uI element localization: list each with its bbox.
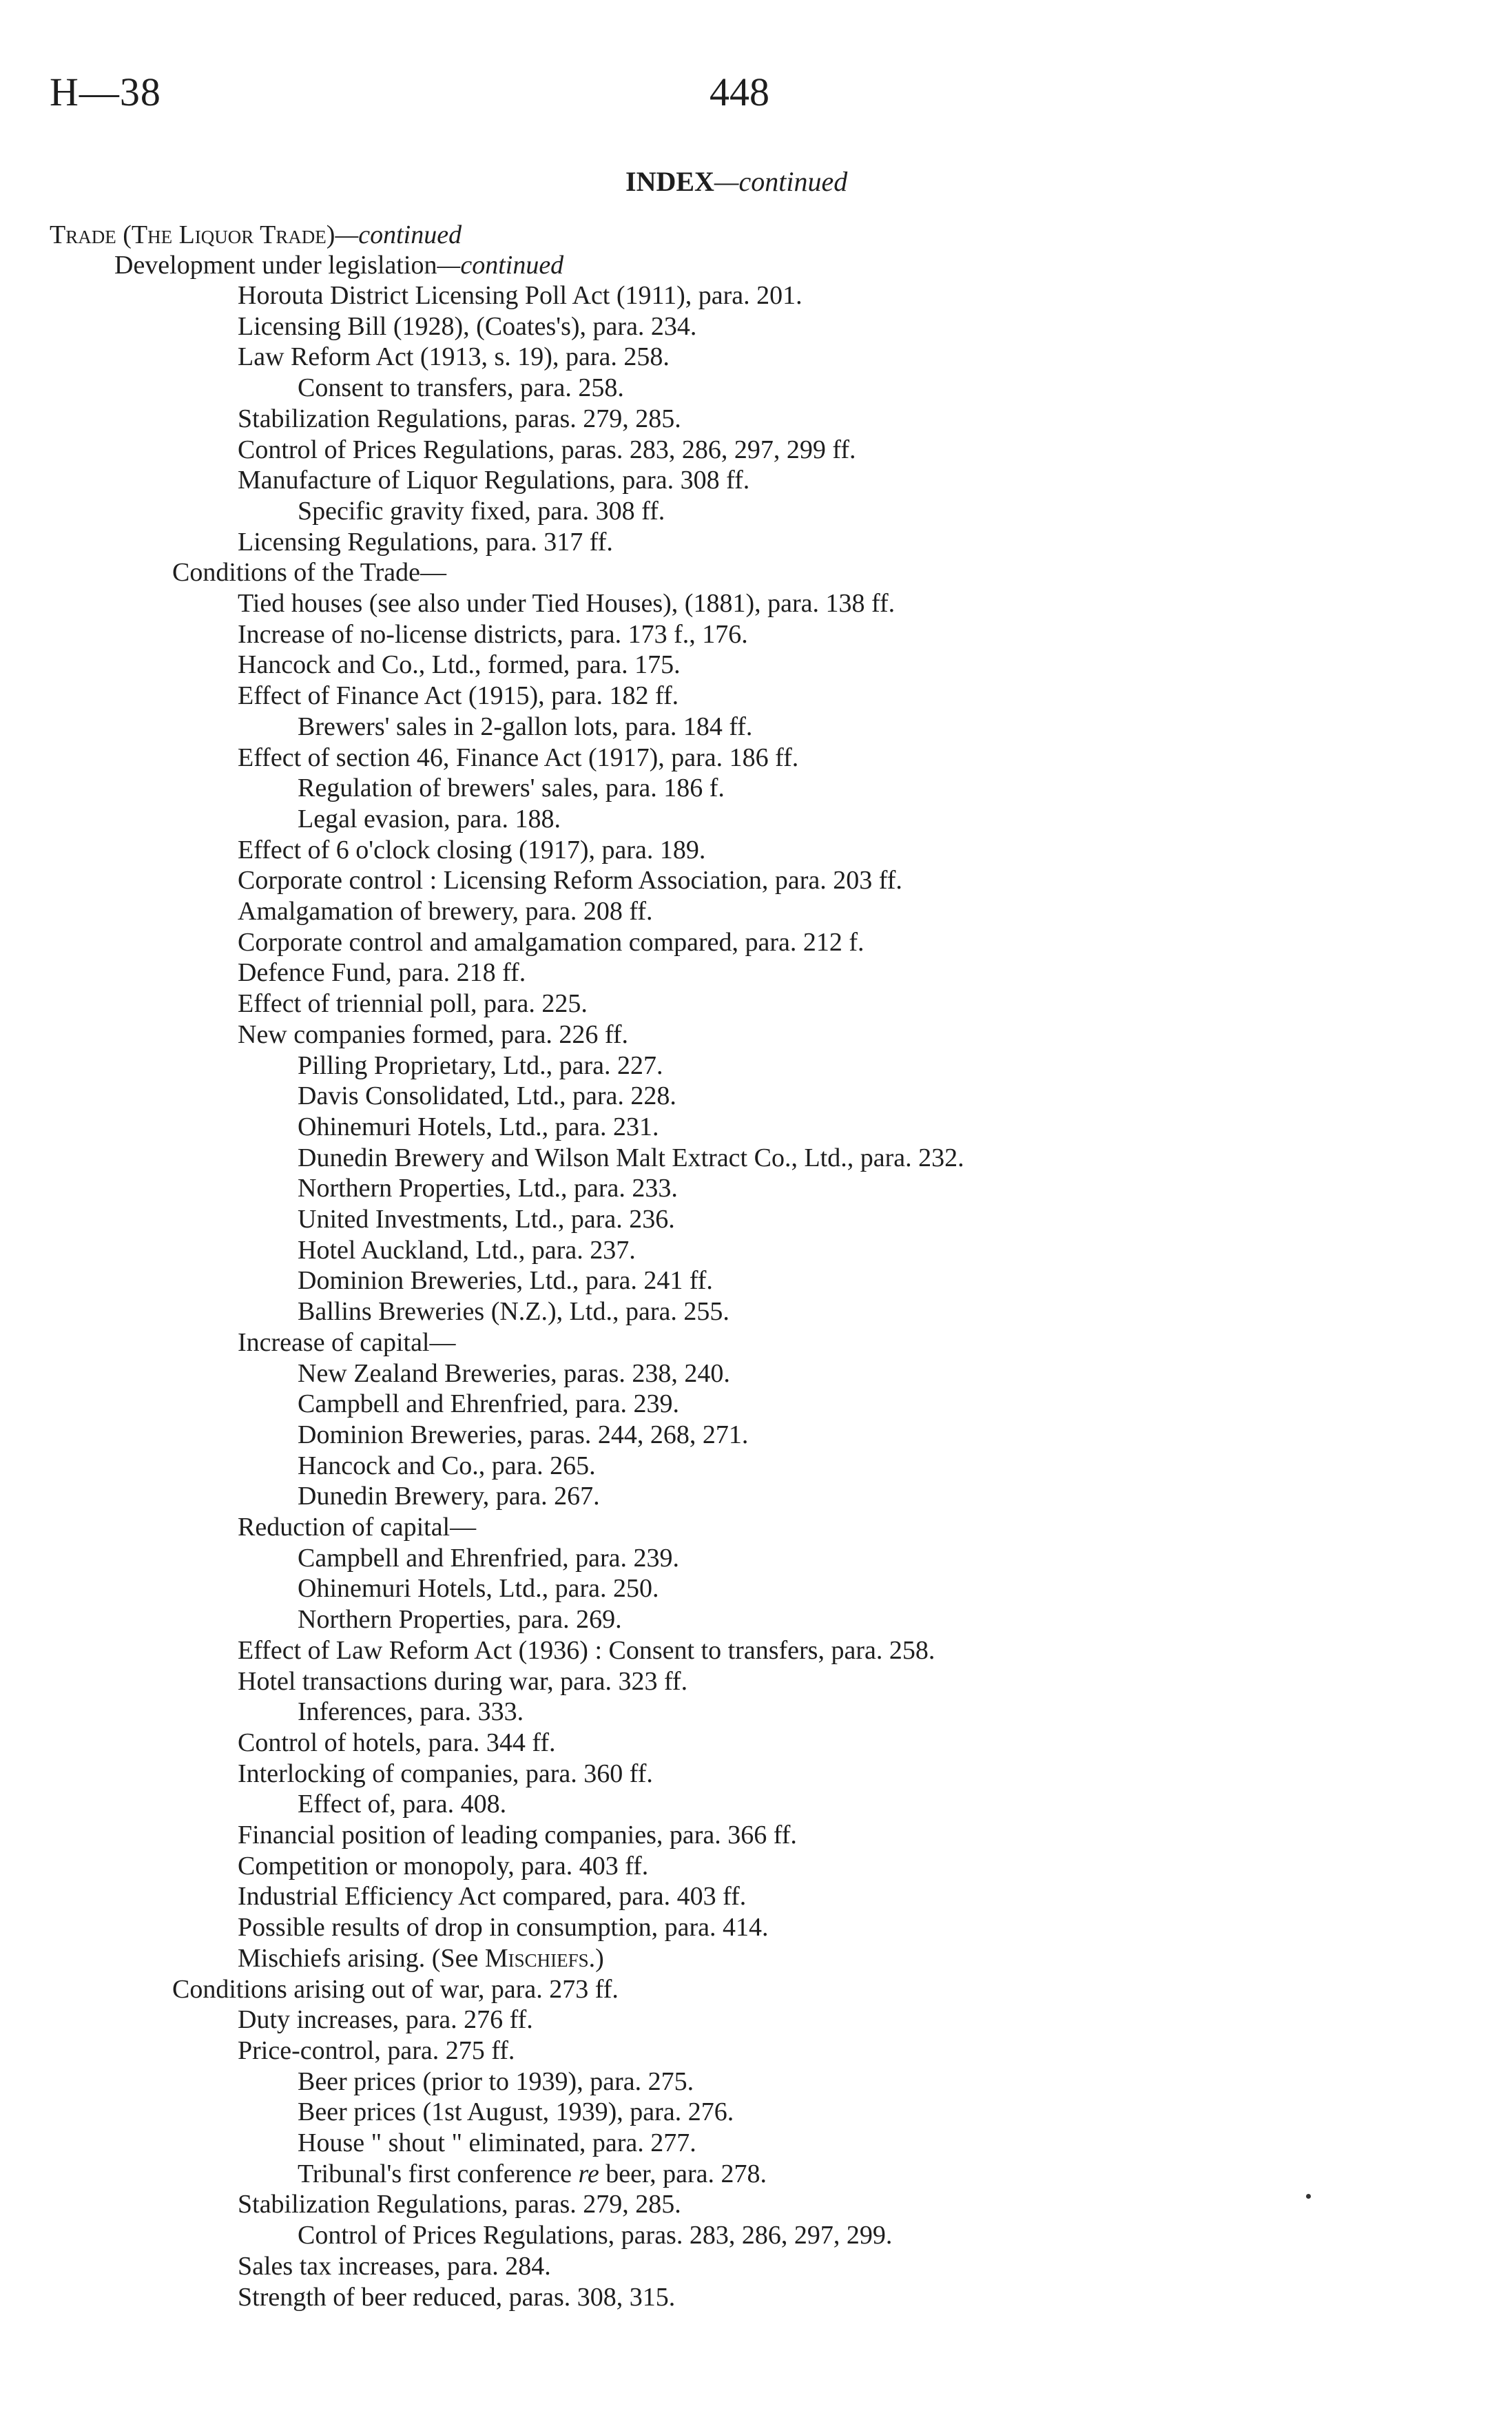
- index-entry: Beer prices (prior to 1939), para. 275.: [298, 2066, 694, 2096]
- index-entry: Control of Prices Regulations, paras. 283, 286, 297, 299.: [298, 2221, 893, 2250]
- index-entry: Campbell and Ehrenfried, para. 239.: [298, 1543, 679, 1573]
- index-entry: Northern Properties, para. 269.: [298, 1605, 622, 1635]
- index-entry: United Investments, Ltd., para. 236.: [298, 1205, 675, 1234]
- index-entry: Financial position of leading companies, para. 366 ff.: [238, 1821, 797, 1849]
- index-entry: Dunedin Brewery and Wilson Malt Extract Co., Ltd., para. 232.: [298, 1143, 964, 1172]
- index-entry: Pilling Proprietary, Ltd., para. 227.: [298, 1050, 663, 1080]
- index-entry: Strength of beer reduced, paras. 308, 315.: [238, 2282, 676, 2312]
- index-entry: Hotel transactions during war, para. 323 ff.: [238, 1666, 688, 1696]
- index-entry: Effect of Finance Act (1915), para. 182 ff.: [238, 681, 679, 711]
- index-entry: Competition or monopoly, para. 403 ff.: [238, 1851, 649, 1880]
- subsection-heading-text: Development under legislation: [114, 251, 437, 280]
- section-heading-text: Trade (The Liquor Trade): [50, 220, 335, 249]
- index-entry: Stabilization Regulations, paras. 279, 285.: [238, 2190, 681, 2219]
- page-code: H—38: [50, 70, 161, 114]
- index-entry: Dominion Breweries, Ltd., para. 241 ff.: [298, 1266, 713, 1296]
- index-entry: Hancock and Co., Ltd., formed, para. 175.: [238, 650, 681, 680]
- index-entry: Brewers' sales in 2-gallon lots, para. 184 ff.: [298, 712, 753, 741]
- index-entry: Price-control, para. 275 ff.: [238, 2035, 515, 2065]
- subsection-heading-continued: —continued: [437, 251, 564, 280]
- index-entry: Ohinemuri Hotels, Ltd., para. 250.: [298, 1574, 659, 1604]
- index-entry: Corporate control : Licensing Reform Association, para. 203 ff.: [238, 866, 902, 895]
- index-entry: Amalgamation of brewery, para. 208 ff.: [238, 897, 653, 926]
- index-entry: Corporate control and amalgamation compared, para. 212 f.: [238, 927, 864, 957]
- index-entry: Campbell and Ehrenfried, para. 239.: [298, 1389, 679, 1419]
- stray-mark: [1306, 2194, 1311, 2199]
- index-entry: Effect of Law Reform Act (1936) : Consent to transfers, para. 258.: [238, 1635, 935, 1665]
- index-entry: Duty increases, para. 276 ff.: [238, 2005, 533, 2035]
- index-entry: Mischiefs arising. (See Mischiefs.): [238, 1943, 604, 1973]
- index-entry: New companies formed, para. 226 ff.: [238, 1019, 628, 1049]
- index-entry: Conditions of the Trade—: [172, 558, 446, 588]
- index-entry: Defence Fund, para. 218 ff.: [238, 958, 526, 988]
- index-entry: Legal evasion, para. 188.: [298, 804, 561, 833]
- index-entry: Horouta District Licensing Poll Act (1911), para. 201.: [238, 281, 802, 310]
- index-entry: Tied houses (see also under Tied Houses), (1881), para. 138 ff.: [238, 589, 895, 618]
- title-main: INDEX: [625, 166, 714, 197]
- index-entry: House " shout " eliminated, para. 277.: [298, 2128, 696, 2157]
- index-entry: Law Reform Act (1913, s. 19), para. 258.: [238, 342, 670, 372]
- index-entry: Northern Properties, Ltd., para. 233.: [298, 1174, 678, 1203]
- index-entry: Regulation of brewers' sales, para. 186 f.: [298, 774, 725, 803]
- index-entry: Hancock and Co., para. 265.: [298, 1451, 596, 1480]
- index-entry: Effect of 6 o'clock closing (1917), para. 189.: [238, 835, 706, 864]
- index-entry: Ohinemuri Hotels, Ltd., para. 231.: [298, 1112, 659, 1141]
- subsection-heading: [114, 249, 563, 281]
- index-entry: Beer prices (1st August, 1939), para. 276.: [298, 2097, 734, 2127]
- index-entry: Control of Prices Regulations, paras. 283, 286, 297, 299 ff.: [238, 435, 856, 464]
- index-entry: Conditions arising out of war, para. 273 ff.: [172, 1974, 619, 2004]
- index-entry: Industrial Efficiency Act compared, para. 403 ff.: [238, 1882, 747, 1911]
- index-entry: Manufacture of Liquor Regulations, para. 308 ff.: [238, 466, 750, 495]
- index-entry: Increase of no-license districts, para. 173 f., 176.: [238, 619, 748, 649]
- index-entry: Dunedin Brewery, para. 267.: [298, 1482, 600, 1511]
- index-entry: Tribunal's first conference re beer, para. 278.: [298, 2159, 767, 2188]
- index-entry: Effect of triennial poll, para. 225.: [238, 989, 588, 1019]
- index-entry: Dominion Breweries, paras. 244, 268, 271.: [298, 1420, 749, 1449]
- index-entry: Increase of capital—: [238, 1327, 456, 1357]
- page-title: [625, 165, 847, 198]
- index-entry: Possible results of drop in consumption, para. 414.: [238, 1913, 769, 1942]
- index-entry: New Zealand Breweries, paras. 238, 240.: [298, 1358, 730, 1388]
- index-entry: Licensing Bill (1928), (Coates's), para. 234.: [238, 311, 697, 341]
- index-entry: Reduction of capital—: [238, 1513, 477, 1542]
- index-entry: Inferences, para. 333.: [298, 1697, 524, 1727]
- title-continued: —continued: [714, 166, 848, 197]
- index-entry: Effect of section 46, Finance Act (1917), para. 186 ff.: [238, 743, 799, 772]
- section-heading: [50, 219, 462, 251]
- index-entry: Effect of, para. 408.: [298, 1790, 507, 1819]
- index-entry: Sales tax increases, para. 284.: [238, 2251, 551, 2281]
- index-entry: Consent to transfers, para. 258.: [298, 373, 624, 403]
- index-entry: Hotel Auckland, Ltd., para. 237.: [298, 1235, 636, 1265]
- index-entry: Control of hotels, para. 344 ff.: [238, 1728, 556, 1757]
- index-entry: Davis Consolidated, Ltd., para. 228.: [298, 1081, 676, 1111]
- page-number: 448: [710, 70, 769, 114]
- index-entry: Interlocking of companies, para. 360 ff.: [238, 1759, 653, 1788]
- section-heading-continued: —continued: [335, 220, 462, 249]
- index-entry: Ballins Breweries (N.Z.), Ltd., para. 255.: [298, 1297, 729, 1327]
- index-entry: Licensing Regulations, para. 317 ff.: [238, 527, 613, 557]
- index-entry: Specific gravity fixed, para. 308 ff.: [298, 496, 665, 526]
- index-entry: Stabilization Regulations, paras. 279, 285.: [238, 404, 681, 433]
